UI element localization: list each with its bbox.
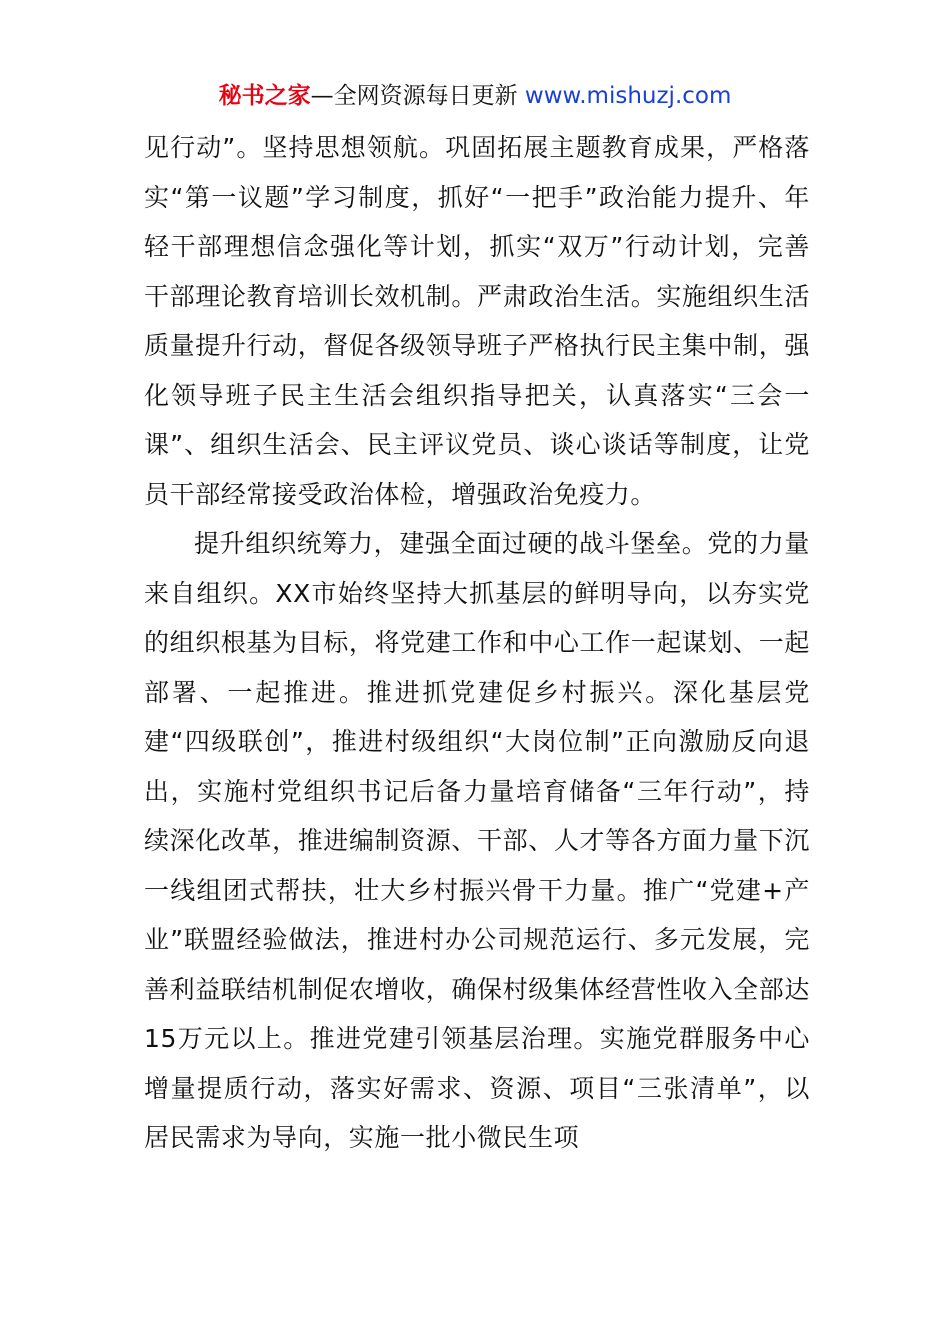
document-body [144, 123, 810, 1163]
site-header [0, 78, 950, 114]
paragraph-continued: 见行动”。坚持思想领航。巩固拓展主题教育成果，严格落实“第一议题”学习制度，抓好“一把手”政治能力提升、年轻干部理想信念强化等计划，抓实“双万”行动计划，完善干部理论教育培训长效机制。严肃政治生活。实施组织生活质量提升行动，督促各级领导班子严格执行民主集中制，强化领导班子民主生活会组织指导把关，认真落实“三会一课”、组织生活会、民主评议党员、谈心谈话等制度，让党员干部经常接受政治体检，增强政治免疫力。 [144, 133, 810, 509]
brand-name: 秘书之家 [218, 83, 311, 109]
header-tagline: —全网资源每日更新 [310, 83, 518, 109]
site-url-link[interactable]: www.mishuzj.com [524, 83, 732, 109]
paragraph-organization: 提升组织统筹力，建强全面过硬的战斗堡垒。党的力量来自组织。XX市始终坚持大抓基层的鲜明导向，以夯实党的组织根基为目标，将党建工作和中心工作一起谋划、一起部署、一起推进。推进抓党建促乡村振兴。深化基层党建“四级联创”，推进村级组织“大岗位制”正向激励反向退出，实施村党组织书记后备力量培育储备“三年行动”，持续深化改革，推进编制资源、干部、人才等各方面力量下沉一线组团式帮扶，壮大乡村振兴骨干力量。推广“党建+产业”联盟经验做法，推进村办公司规范运行、多元发展，完善利益联结机制促农增收，确保村级集体经营性收入全部达15万元以上。推进党建引领基层治理。实施党群服务中心增量提质行动，落实好需求、资源、项目“三张清单”，以居民需求为导向，实施一批小微民生项 [144, 529, 810, 1152]
